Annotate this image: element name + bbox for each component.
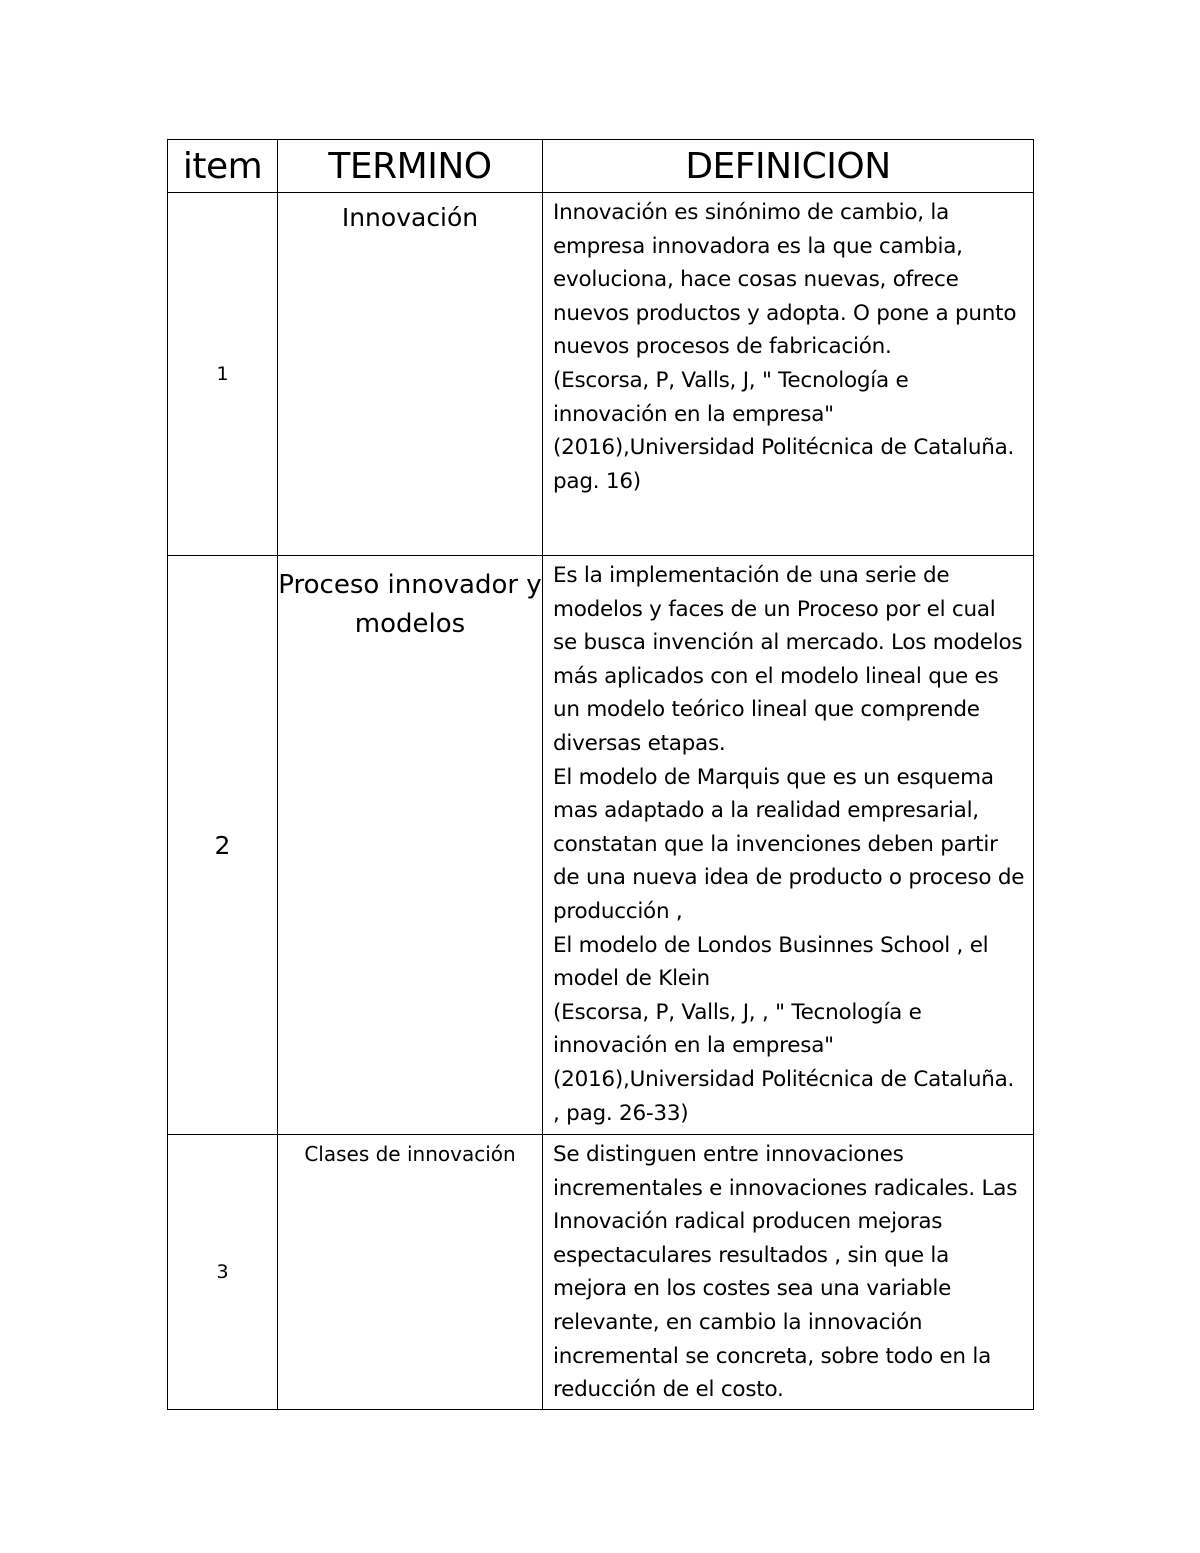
definition-reference: (Escorsa, P, Valls, J, , " Tecnología e innovación en la empresa"(2016),Universidad Politécnica de Cataluña. , pag. 26-33) [553,999,1015,1126]
header-item: item [168,140,278,193]
definition-paragraph: Innovación es sinónimo de cambio, la empresa innovadora es la que cambia, evoluciona, hace cosas nuevas, ofrece nuevos productos y adopta. O pone a punto nuevos procesos de fabricación. [553,200,1017,360]
term-cell: Clases de innovación [278,1135,543,1410]
definition-cell [543,193,1034,556]
table-row [168,1135,1034,1410]
definition-paragraph: Se distinguen entre innovaciones incrementales e innovaciones radicales. Las Innovación radical producen mejoras espectaculares resultados , sin que la mejora en los costes sea una variable relevante, en cambio la innovación incremental se concreta, sobre todo en la reducción de el costo. [553,1142,1018,1403]
table-row [168,193,1034,556]
definition-cell [543,556,1034,1135]
header-term: TERMINO [278,140,543,193]
table-header-row [168,140,1034,193]
definition-paragraph: Es la implementación de una serie de modelos y faces de un Proceso por el cual se busca invención al mercado. Los modelos más aplicados con el modelo lineal que es un modelo teórico lineal que comprende diversas etapas. [553,563,1023,756]
definition-cell [543,1135,1034,1410]
term-cell: Proceso innovador y modelos [278,556,543,1135]
definition-reference: (Escorsa, P, Valls, J, " Tecnología e innovación en la empresa"(2016),Universidad Politécnica de Cataluña. pag. 16) [553,367,1015,494]
item-number: 3 [168,1135,278,1410]
table-row [168,556,1034,1135]
item-number: 2 [168,556,278,1135]
header-definition: DEFINICION [543,140,1034,193]
glossary-table [167,139,1034,1410]
definition-paragraph: El modelo de Marquis que es un esquema mas adaptado a la realidad empresarial, constatan que la invenciones deben partir de una nueva idea de producto o proceso de producción , [553,764,1025,924]
definition-paragraph: El modelo de Londos Businnes School , el model de Klein [553,932,989,992]
term-cell: Innovación [278,193,543,556]
item-number: 1 [168,193,278,556]
